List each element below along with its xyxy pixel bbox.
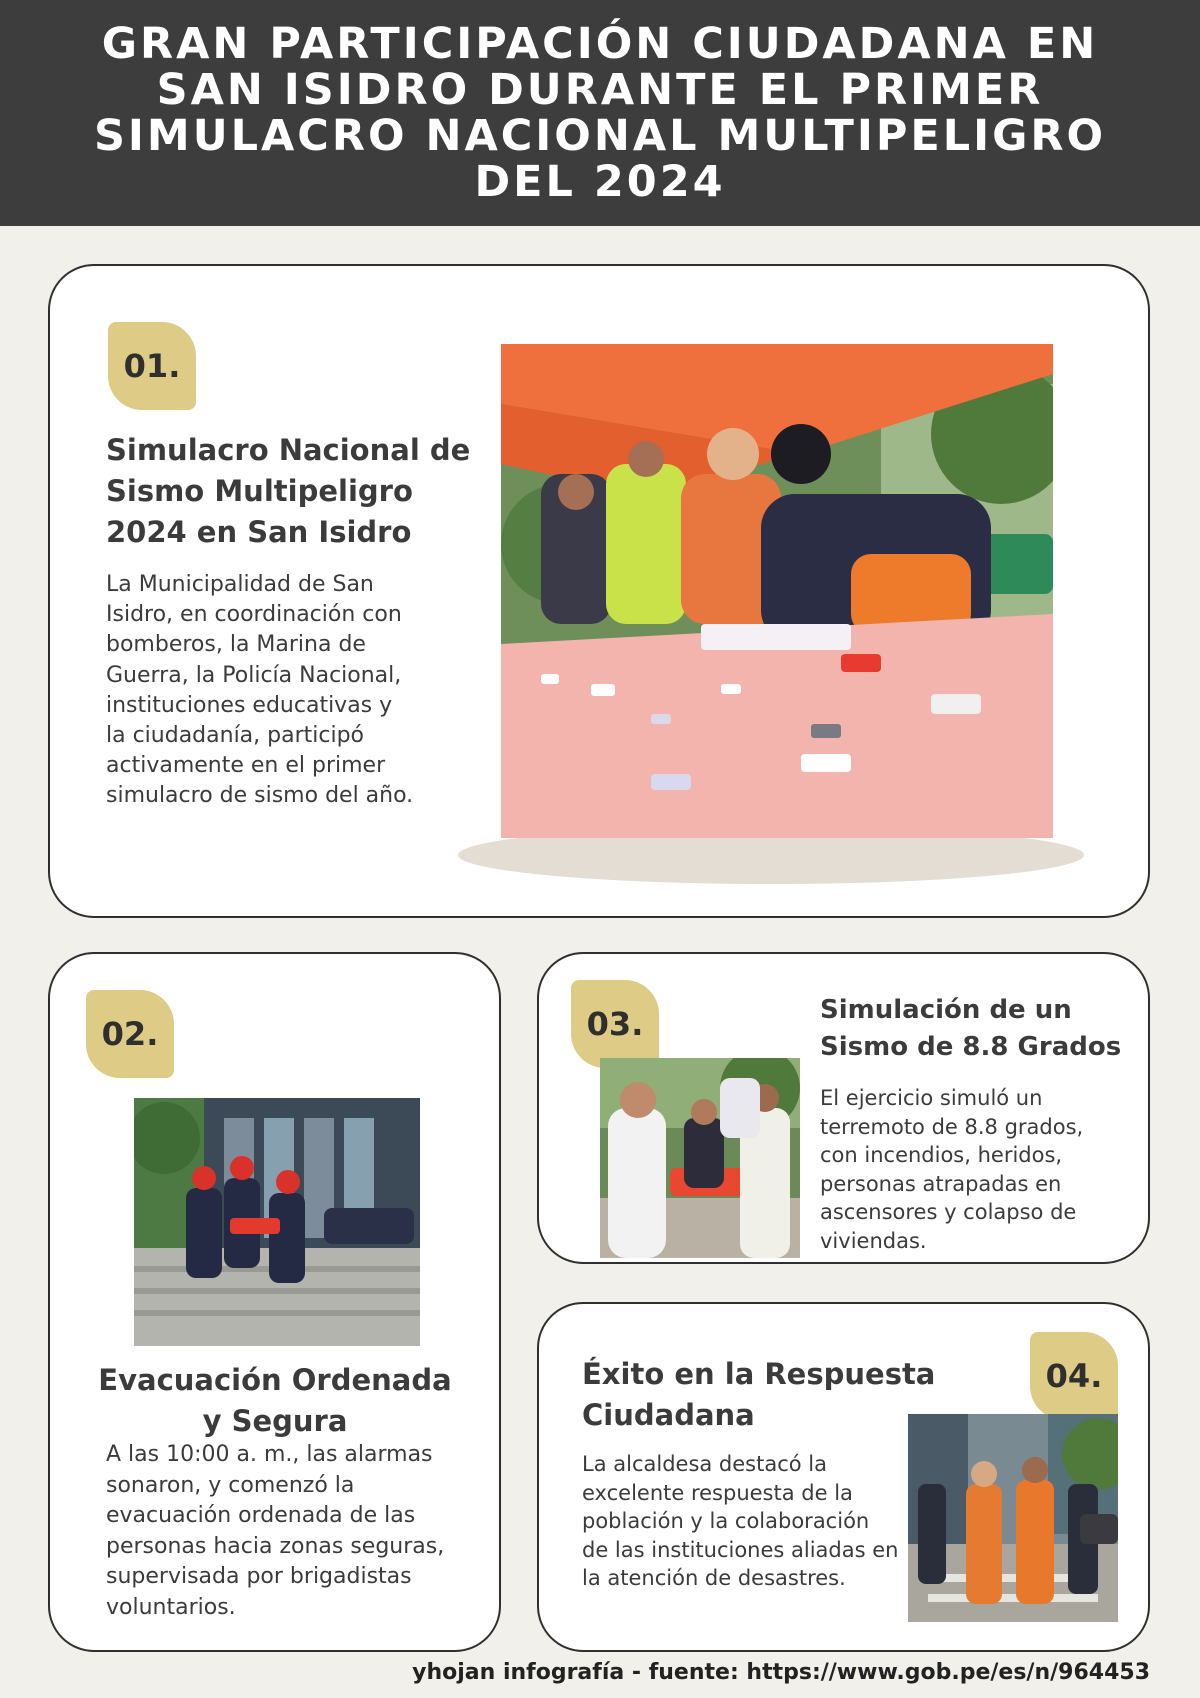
photo-illustration <box>600 1058 800 1258</box>
photo-illustration <box>908 1414 1118 1622</box>
section-card-04 <box>537 1302 1150 1652</box>
section-title: Evacuación Ordenada y Segura <box>98 1363 452 1438</box>
section-number-badge: 04. <box>1030 1332 1118 1420</box>
photo-illustration <box>134 1098 420 1346</box>
section-number-badge: 02. <box>86 990 174 1078</box>
section-title: Simulación de un Sismo de 8.8 Grados <box>820 995 1122 1062</box>
section-body: La Municipalidad de San Isidro, en coordinación con bomberos, la Marina de Guerra, la Policía Nacional, instituciones educativas y la ciudadanía, participó activamente en el primer simulacro de sismo del año. <box>106 572 414 809</box>
page-title: GRAN PARTICIPACIÓN CIUDADANA EN SAN ISIDRO DURANTE EL PRIMER SIMULACRO NACIONAL MULTIPELIGRO DEL 2024 <box>93 19 1107 207</box>
section-title: Éxito en la Respuesta Ciudadana <box>582 1357 936 1432</box>
section-number-badge: 01. <box>108 322 196 410</box>
section-body: A las 10:00 a. m., las alarmas sonaron, y comenzó la evacuación ordenada de las personas hacia zonas seguras, supervisada por brigadistas voluntarios. <box>106 1442 445 1620</box>
section-card-02 <box>48 952 501 1652</box>
section-card-03 <box>537 952 1150 1264</box>
section-body: La alcaldesa destacó la excelente respuesta de la población y la colaboración de las instituciones aliadas en la atención de desastres. <box>582 1452 899 1590</box>
section-title: Simulacro Nacional de Sismo Multipeligro 2024 en San Isidro <box>106 433 471 549</box>
header-banner <box>0 0 1200 226</box>
photo-command-table <box>501 344 1053 838</box>
source-credit: yhojan infografía - fuente: https://www.gob.pe/es/n/964453 <box>412 1660 1150 1685</box>
photo-evacuation <box>134 1098 420 1346</box>
photo-medical-simulation <box>600 1058 800 1258</box>
photo-illustration <box>501 344 1053 838</box>
section-body: El ejercicio simuló un terremoto de 8.8 grados, con incendios, heridos, personas atrapadas en ascensores y colapso de viviendas. <box>820 1086 1084 1253</box>
section-card-01 <box>48 264 1150 918</box>
section-number-badge: 03. <box>571 980 659 1068</box>
photo-mayor-response <box>908 1414 1118 1622</box>
